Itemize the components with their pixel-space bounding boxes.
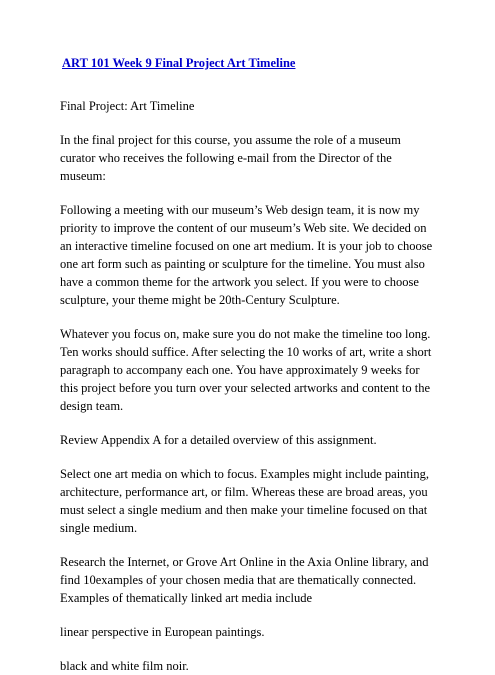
appendix-paragraph: Review Appendix A for a detailed overview of this assignment. <box>60 433 377 447</box>
scope-paragraph: Whatever you focus on, make sure you do not make the timeline too long. Ten works should suffice. After selecting the 10 works of art, write a short paragraph to accompany each one. You have approximately 9 weeks for this project before you turn over your selected artworks and content to the design team. <box>60 327 432 413</box>
research-paragraph: Research the Internet, or Grove Art Online in the Axia Online library, and find 10examples of your chosen media that are thematically connected. Examples of thematically linked art media include <box>60 555 429 605</box>
intro-paragraph: In the final project for this course, you assume the role of a museum curator who receives the following e-mail from the Director of the museum: <box>60 133 401 183</box>
example-item-film-noir: black and white film noir. <box>60 659 189 673</box>
section-heading: Final Project: Art Timeline <box>60 99 195 113</box>
email-paragraph: Following a meeting with our museum’s Web design team, it is now my priority to improve the content of our museum’s Web site. We decided on an interactive timeline focused on one art medium. It is your job to choose one art form such as painting or sculpture for the timeline. You must also have a common theme for the artwork you select. If you were to choose sculpture, your theme might be 20th-Century Sculpture. <box>60 203 433 307</box>
document-title-link[interactable]: ART 101 Week 9 Final Project Art Timeline <box>62 56 296 70</box>
example-item-perspective: linear perspective in European paintings. <box>60 625 265 639</box>
media-paragraph: Select one art media on which to focus. Examples might include painting, architecture, performance art, or film. Whereas these are broad areas, you must select a single medium and then make your timeline focused on that single medium. <box>60 467 430 535</box>
